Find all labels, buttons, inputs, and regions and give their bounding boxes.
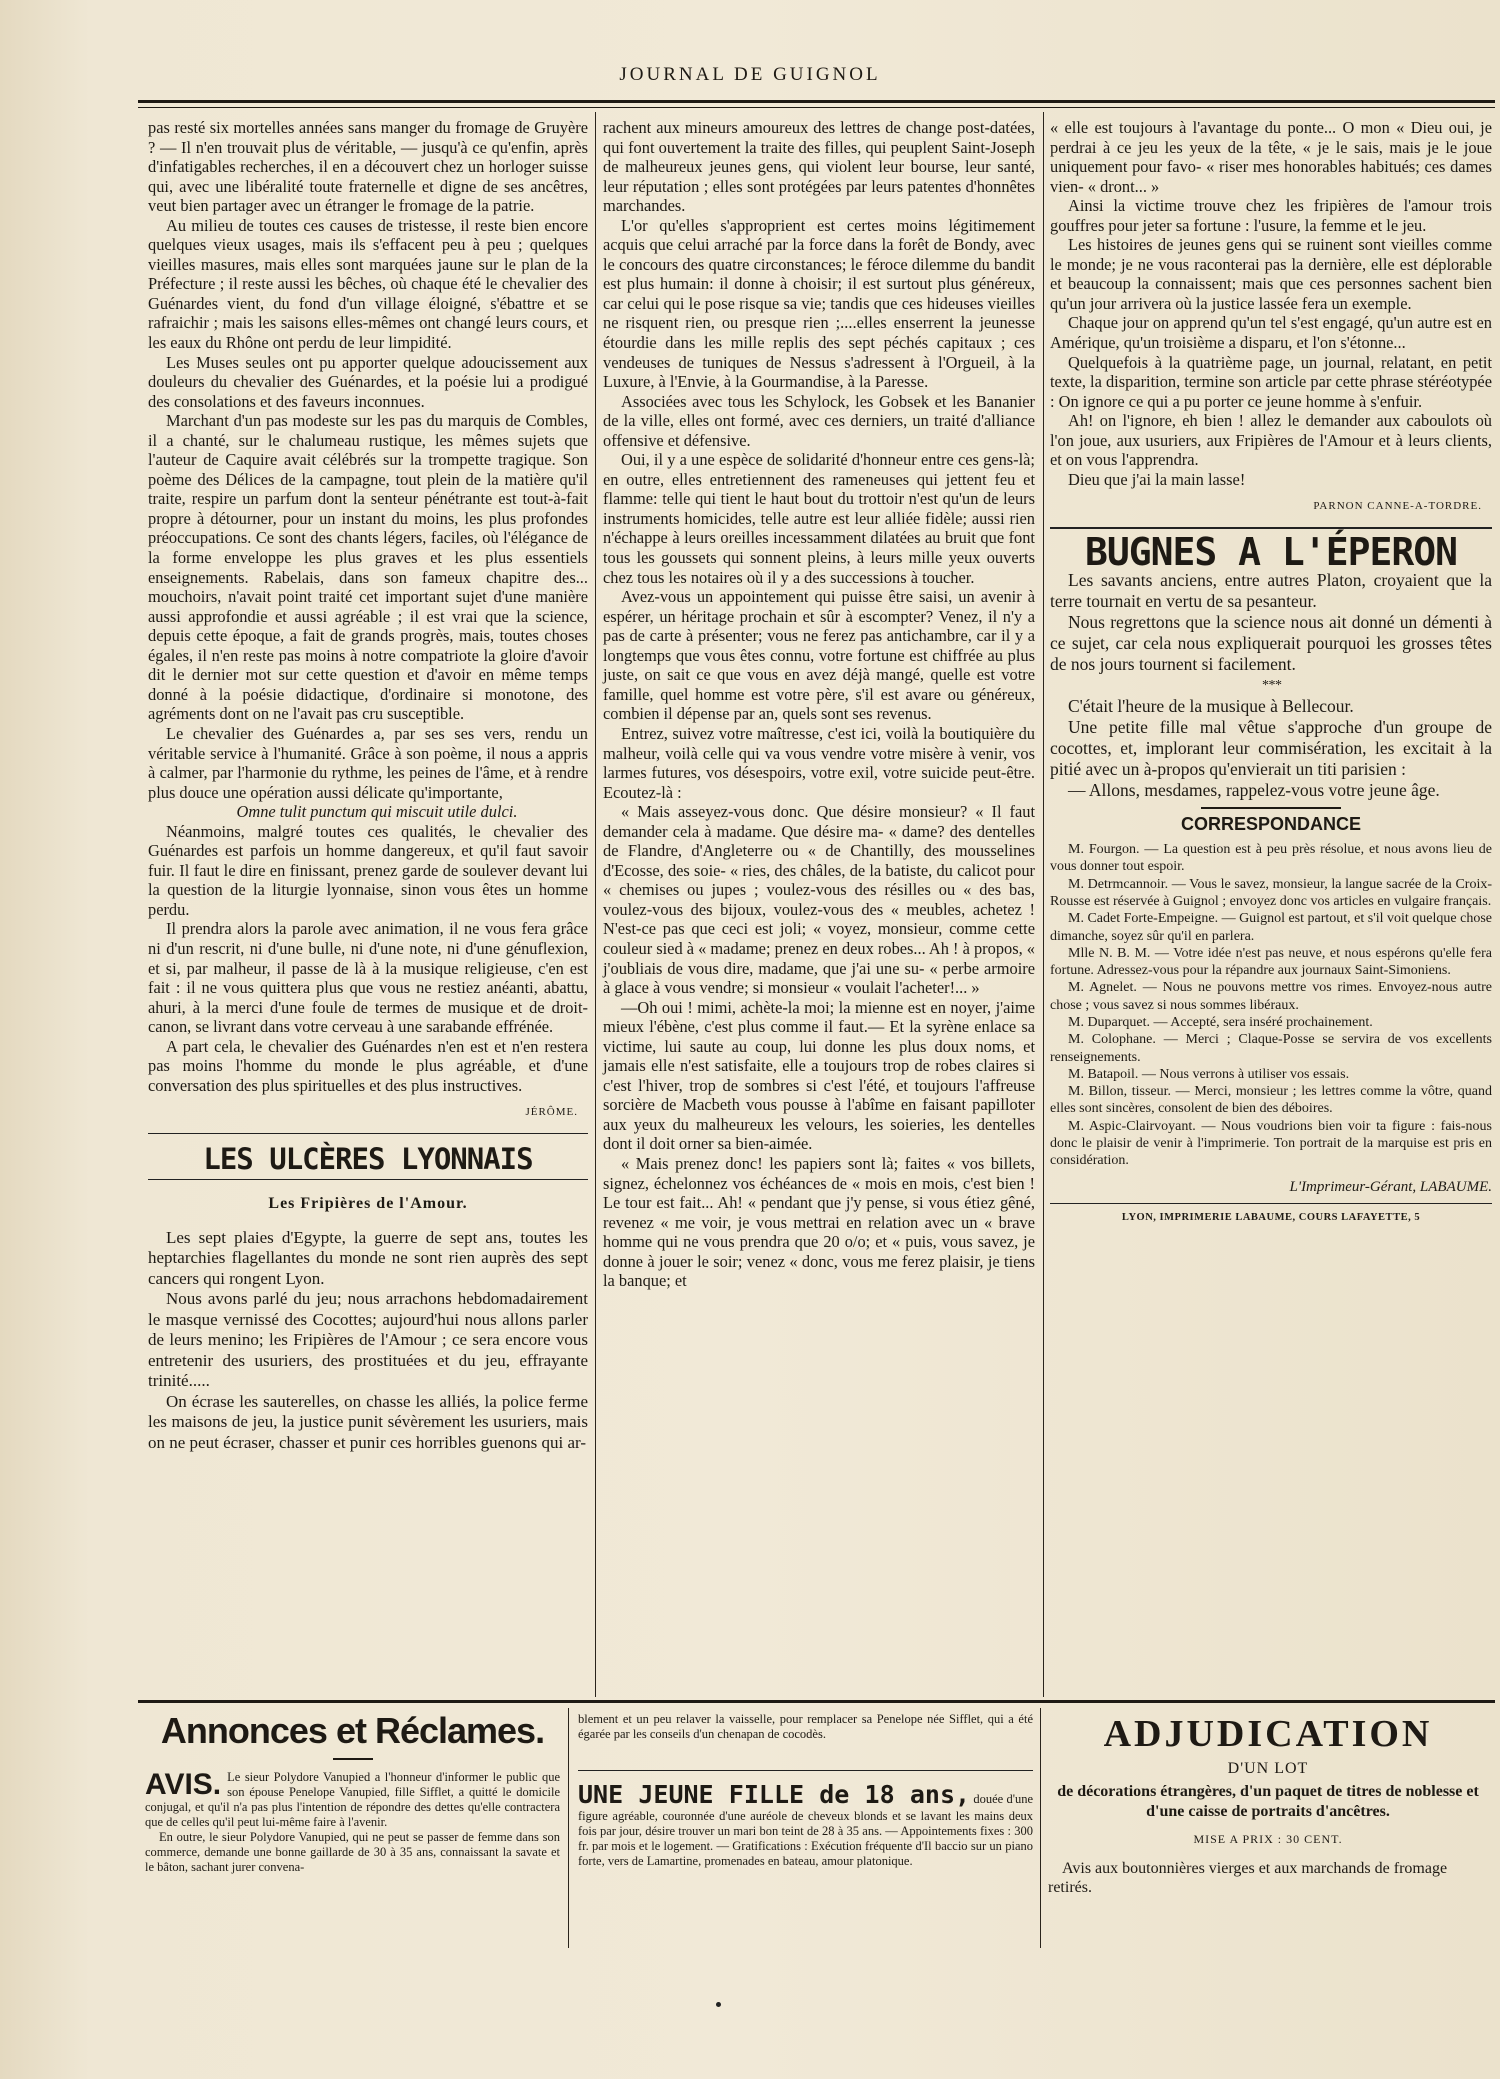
column-divider: [1040, 1708, 1041, 1948]
avis-text: Le sieur Polydore Vanupied a l'honneur d'informer le public que son épouse Penelope Vanupied, fille Sifflet, a quitté le domicile conjugal, et qu'il n'a pas plus l'intention de répondre des dettes qu'elle contractera que de celles qu'il peut lui-même faire à l'avenir.: [145, 1770, 560, 1829]
announcements-middle: [578, 1712, 1033, 1869]
paragraph: Ah! on l'ignore, eh bien ! allez le demander aux caboulots où l'on joue, aux usuriers, aux Fripières de l'Amour et à leurs clients, et on vous l'apprendra.: [1050, 411, 1492, 470]
section-subtitle: Les Fripières de l'Amour.: [268, 1195, 468, 1213]
paragraph: — Allons, mesdames, rappelez-vous votre jeune âge.: [1068, 780, 1440, 801]
column-divider: [1043, 112, 1044, 1697]
paragraph: A part cela, le chevalier des Guénardes n'en est et n'en restera pas moins l'homme du monde le plus agréable, et d'une conversation des plus spirituelles et des plus instructives.: [148, 1036, 588, 1095]
section-title: CORRESPONDANCE: [1180, 814, 1362, 835]
paragraph: Les Muses seules ont pu apporter quelque adoucissement aux douleurs du chevalier des Guénardes, et la poésie lui a prodigué des consolations et des faveurs inconnues.: [148, 352, 588, 411]
section-title: BUGNES A L'ÉPERON: [1085, 529, 1457, 574]
imprint: LYON, IMPRIMERIE LABAUME, COURS LAFAYETTE, 5: [1121, 1212, 1421, 1224]
adjudication-subtitle: D'UN LOT: [1227, 1760, 1309, 1777]
page-header: JOURNAL DE GUIGNOL: [619, 64, 881, 85]
column-2: [603, 118, 1035, 1291]
section-rule: [1050, 527, 1492, 529]
header-rule: [138, 100, 1495, 108]
section-rule: [148, 1133, 588, 1134]
paragraph: Au milieu de toutes ces causes de tristesse, il reste bien encore quelques vieux usages, mais ils s'effacent peu à peu ; quelques vieilles masures, mais elles sont marquées jaune sur le plan de la Préfecture ; il reste aussi les bêches, où chaque été le chevalier des Guénardes vient, du fond d'un village éloigné, s'ébattre et se rafraichir ; mais les saisons elles-mêmes ont changé leurs cours, et les eaux du Rhône ont perdu de leur limpidité.: [148, 215, 588, 353]
signature: PARNON CANNE-A-TORDRE.: [1313, 500, 1482, 513]
paragraph: Avez-vous un appointement qui puisse être saisi, un avenir à espérer, un héritage prochain et sûr à escompter? Venez, il n'y a pas de carte à présenter; vous ne ferez pas antichambre, car il y a longtemps que vous êtes connu, votre fortune est chiffrée au plus juste, on sait ce que vous en avez déjà mangé, quelle est votre famille, quel homme est votre père, s'il est avare ou généreux, combien il dépense par an, quels sont ses revenus.: [603, 587, 1035, 724]
paragraph: Associées avec tous les Schylock, les Gobsek et les Bananier de la ville, elles ont formé, avec ces derniers, un traité d'alliance offensive et défensive.: [603, 391, 1035, 450]
paragraph: Ainsi la victime trouve chez les fripières de l'amour trois gouffres pour jeter sa fortune : l'usure, la femme et le jeu.: [1050, 196, 1492, 235]
correspondence-item: M. Batapoil. — Nous verrons à utiliser vos essais.: [1068, 1066, 1350, 1082]
adjudication-price: MISE A PRIX : 30 CENT.: [1193, 1832, 1343, 1846]
paragraph: Quelquefois à la quatrième page, un journal, relatant, en petit texte, la disparition, termine son article par cette phrase stéréotypée : On ignore ce qui a pu porter ce jeune homme à s'enfuir.: [1050, 352, 1492, 411]
ann-rule: [138, 1700, 1495, 1703]
adjudication-text: de décorations étrangères, d'un paquet de titres de noblesse et d'une caisse de portraits d'ancêtres.: [1057, 1783, 1479, 1820]
latin-quote: Omne tulit punctum qui miscuit utile dulci.: [236, 802, 518, 822]
avis-continued: blement et un peu relaver la vaisselle, pour remplacer sa Penelope née Sifflet, qui a été égarée par les conseils d'un chenapan de cocodès.: [578, 1712, 1033, 1741]
paragraph: Dieu que j'ai la main lasse!: [1068, 469, 1246, 489]
correspondence-item: Mlle N. B. M. — Votre idée n'est pas neuve, et nous espérons qu'elle fera fortune. Adressez-vous pour la répandre aux journaux Saint-Simoniens.: [1050, 945, 1492, 979]
paragraph: Une petite fille mal vêtue s'approche d'un groupe de cocottes, et, implorant leur commisération, les excitait à la pitié avec un à-propos qu'envierait un titi parisien :: [1050, 717, 1492, 780]
correspondence-item: M. Agnelet. — Nous ne pouvons mettre vos rimes. Envoyez-nous autre chose ; vous savez si nous sommes libéraux.: [1050, 980, 1492, 1013]
paragraph: Les sept plaies d'Egypte, la guerre de sept ans, toutes les heptarchies flagellantes du monde ne sont rien auprès des sept cancers qui rongent Lyon.: [148, 1227, 588, 1288]
correspondence-item: M. Billon, tisseur. — Merci, monsieur ; les lettres comme la vôtre, quand elles sont sincères, consolent de bien des déboires.: [1050, 1084, 1492, 1117]
signature: JÉRÔME.: [525, 1106, 578, 1119]
paragraph: Les savants anciens, entre autres Platon, croyaient que la terre tournait en vertu de sa pesanteur.: [1050, 570, 1492, 612]
paragraph: Chaque jour on apprend qu'un tel s'est engagé, qu'un autre est en Amérique, qu'un troisième a disparu, et l'on s'étonne...: [1050, 313, 1492, 353]
paragraph: « elle est toujours à l'avantage du ponte... O mon « Dieu oui, je perdrai à ce jeu les yeux de la tête, « je le sais, mais je le joue uniquement pour favo- « riser mes honorables habitués; ces dames vien- « dront... »: [1050, 118, 1492, 196]
section-rule: [578, 1770, 1033, 1771]
paragraph: Néanmoins, malgré toutes ces qualités, le chevalier des Guénardes est parfois un homme dangereux, et qu'il faut savoir fuir. Il faut le dire en finissant, prenez garde de soulever devant lui la question de la liturgie lyonnaise, sinon vous êtes un homme perdu.: [148, 821, 588, 919]
page-dot: [716, 2002, 721, 2007]
avis-word: AVIS.: [145, 1768, 222, 1801]
paragraph: Nous regrettons que la science nous ait donné un démenti à ce sujet, car cela nous expliquerait pourquoi les grosses têtes de nos jours tournent si facilement.: [1050, 612, 1492, 675]
adjudication-footer: Avis aux boutonnières vierges et aux marchands de fromage retirés.: [1048, 1860, 1448, 1896]
column-1: [148, 118, 588, 1453]
paragraph: « Mais asseyez-vous donc. Que désire monsieur? « Il faut demander cela à madame. Que désire ma- « dame? des dentelles de Flandre, d'Angleterre ou « de Chantilly, des mousselines d'Ecosse, des soie- « ries, des châles, de la batiste, du calicot pour « chemises ou jupes ; voulez-vous des résilles ou « des bas, voulez-vous des bijoux, voulez-vous des « meubles, achetez ! N'est-ce pas que ceci est joli; « voyez, monsieur, comme cette couleur sied à « madame; prenez en deux robes... Ah ! à propos, « j'oubliais de vous dire, madame, que j'ai une su- « perbe armoire à glace à vous vendre; si monsieur « voulait l'acheter!... »: [603, 802, 1035, 998]
column-3: [1050, 118, 1492, 1228]
paragraph: rachent aux mineurs amoureux des lettres de change post-datées, qui font ouvertement la traite des filles, qui peuplent Saint-Joseph de malheureux jeunes gens, qui violent leur bourse, leur santé, leur réputation ; elles sont protégées par leurs patentes d'honnêtes marchandes.: [603, 118, 1035, 216]
section-rule: [148, 1179, 588, 1180]
avis-text-2: En outre, le sieur Polydore Vanupied, qui ne peut se passer de femme dans son commerce, demande une bonne gaillarde de 30 à 35 ans, connaissant la savate et le bâton, sachant jurer convena-: [145, 1830, 560, 1874]
paragraph: L'or qu'elles s'approprient est certes moins légitimement acquis que celui arraché par la force dans la forêt de Bondy, avec le concours des quatre circonstances; le féroce dilemme du bandit est plus humain: il donne à choisir; il est surtout plus généreux, car celui qui le pose risque sa vie; tandis que ces hideuses vieilles ne risquent rien, ou presque rien ;....elles enserrent la jeunesse étourdie dans les mille replis des sept péchés capitaux ; ces vendeuses de tuniques de Nessus s'adressent à l'Orgueil, à la Luxure, à l'Envie, à la Gourmandise, à la Paresse.: [603, 215, 1035, 392]
ornament-rule: [333, 1758, 373, 1760]
stars-ornament: * * *: [1262, 678, 1280, 694]
paragraph: Entrez, suivez votre maîtresse, c'est ici, voilà la boutiquière du malheur, voilà celle qui va vous vendre votre misère à venir, vos larmes futures, vos désespoirs, votre exil, votre suicide peut-être. Ecoutez-là :: [603, 723, 1035, 802]
gerant-line: L'Imprimeur-Gérant, LABAUME.: [1289, 1178, 1492, 1195]
paragraph: Marchant d'un pas modeste sur les pas du marquis de Combles, il a chanté, sur le chalumeau rustique, les mêmes sujets que l'auteur de Caquire avait célébrés sur la trompette tragique. Son poème des Délices de la campagne, tout plein de la matière qu'il traite, respire un parfum dont la senteur pénétrante est tout-à-fait propre à détourner, pour un instant du moins, les plus profondes préoccupations. Ce sont des chants légers, faciles, où l'élégance de la forme enveloppe les plus graves et les plus essentiels enseignements. Rabelais, dans son fameux chapitre des... mouchoirs, n'avait point traité cet important sujet d'une manière aussi approfondie et aussi agréable ; il est vrai que la science, depuis cette époque, a fait de grands progrès, mais, toutes choses égales, il n'en reste pas moins à notre compatriote la gloire d'avoir dit le dernier mot sur cette question et d'avoir en même temps donné à la poésie didactique, d'ordinaire si monotone, des agréments dont on ne l'avait pas cru susceptible.: [148, 411, 588, 724]
announcements-title: Annonces et Réclames.: [160, 1710, 545, 1751]
correspondence-item: M. Fourgon. — La question est à peu près résolue, et nous avons lieu de vous donner tout espoir.: [1050, 842, 1492, 875]
ornament-rule: [1201, 807, 1341, 809]
correspondence-item: M. Cadet Forte-Empeigne. — Guignol est partout, et s'il voit quelque chose dimanche, soyez sûr qu'il en parlera.: [1050, 911, 1492, 944]
announcements-left: [145, 1710, 560, 1875]
jeune-fille-title: UNE JEUNE FILLE de 18 ans,: [578, 1780, 971, 1809]
announcements-right: [1048, 1712, 1488, 1897]
paragraph: C'était l'heure de la musique à Bellecour.: [1068, 696, 1354, 717]
correspondence-item: M. Aspic-Clairvoyant. — Nous voudrions bien voir ta figure : fais-nous donc le plaisir de venir à l'imprimerie. Ton portrait de la marquise est pris en considération.: [1050, 1118, 1492, 1169]
adjudication-title: ADJUDICATION: [1103, 1713, 1433, 1755]
paragraph: Les histoires de jeunes gens qui se ruinent sont vieilles comme le monde; je ne vous raconterai pas la dernière, elle est déplorable et beaucoup la connaissent; mais que ces personnes sachent bien qu'un jour arrivera où la justice lassée fera un exemple.: [1050, 235, 1492, 313]
paragraph: Il prendra alors la parole avec animation, il ne vous fera grâce ni d'un rescrit, ni d'une bulle, ni d'une note, ni d'une génuflexion, et si, par malheur, il passe de là à la musique religieuse, c'en est fait : il ne vous quittera plus que vous ne restiez anéanti, abattu, ahuri, à la merci d'une foule de termes de musique et de droit-canon, se livrant dans votre cerveau à une sarabande effrénée.: [148, 919, 588, 1037]
paragraph: Oui, il y a une espèce de solidarité d'honneur entre ces gens-là; en outre, elles entretiennent des rameneuses qui jettent feu et flamme: telle qui tient le haut bout du trottoir n'est qu'un de leurs instruments homicides, telle autre est leur alliée fidèle; aussi rien n'échappe à leurs oreilles incessamment dilatées au bruit que font tous les goussets qui sonnent pleins, à leurs mille yeux ouverts chez tous les notaires où il y a des successions à toucher.: [603, 450, 1035, 587]
jeune-fille-text: douée d'une figure agréable, couronnée d'une auréole de cheveux blonds et se lavant les mains deux fois par jour, désire trouver un mari bon teint de 28 à 35 ans. — Appointements fixes : 300 fr. par mois et le logement. — Gratifications : Exécution fréquente d'Il baccio sur un piano forte, vers de Lamartine, promenades en bateau, amour platonique.: [578, 1792, 1034, 1868]
paragraph: Nous avons parlé du jeu; nous arrachons hebdomadairement le masque vernissé des Cocottes; aujourd'hui nous allons parler de leurs menino; les Fripières de l'Amour ; ce sera encore vous entretenir des usuriers, des prostituées et du jeu, effrayante trinité.....: [148, 1289, 588, 1391]
paragraph: —Oh oui ! mimi, achète-la moi; la mienne est en noyer, j'aime mieux l'ébène, c'est plus comme il faut.— Et la syrène enlace sa victime, lui saute au coup, lui donne les plus doux noms, et jamais elle n'est satisfaite, elle a toujours trop de robes claires si c'est l'hiver, trop de sombres si c'est l'été, et toujours l'affreuse sorcière de Macbeth vous pousse à l'abîme en faisant papilloter aux yeux du malheureux les velours, les soieries, les dentelles dont il doit orner sa bien-aimée.: [603, 997, 1035, 1154]
paragraph: pas resté six mortelles années sans manger du fromage de Gruyère ? — Il n'en trouvait plus de véritable, — jusqu'à ce qu'enfin, après d'infatigables recherches, il en a découvert chez un horloger suisse qui, avec une libéralité toute fraternelle et digne de ses ancêtres, veut bien partager avec un étranger le fromage de la patrie.: [148, 118, 588, 216]
correspondence-item: M. Colophane. — Merci ; Claque-Posse se servira de vos excellents renseignements.: [1050, 1032, 1492, 1065]
column-divider: [568, 1708, 569, 1948]
section-title: LES ULCÈRES LYONNAIS: [203, 1141, 533, 1176]
correspondence-item: M. Detrmcannoir. — Vous le savez, monsieur, la langue sacrée de la Croix-Rousse est réservée à Guignol ; envoyez donc vos articles en vulgaire français.: [1050, 876, 1492, 909]
paragraph: Le chevalier des Guénardes a, par ses ses vers, rendu un véritable service à l'humanité. Grâce à son poème, il nous a appris à calmer, par l'harmonie du rythme, les peines de l'âme, et à rendre plus douce une opération aussi délicate qu'importante,: [148, 723, 588, 802]
column-divider: [595, 112, 596, 1697]
paragraph: On écrase les sauterelles, on chasse les alliés, la police ferme les maisons de jeu, la justice punit sévèrement les usuriers, mais on ne peut écraser, chasser et punir ces horribles guenons qui ar-: [148, 1391, 588, 1452]
section-rule: [1050, 1203, 1492, 1204]
correspondence-item: M. Duparquet. — Accepté, sera inséré prochainement.: [1068, 1015, 1373, 1030]
paragraph: « Mais prenez donc! les papiers sont là; faites « vos billets, signez, échelonnez vos échéances de « mois en mois, c'est bien ! Le tour est fait... Ah! « pendant que j'y pense, si vous étiez gêné, revenez « me voir, je vous mettrai en relation avec un « brave homme qui ne vous prendra que 20 o/o; et « puis, vous savez, je donne à jouer le soir; venez « donc, vous me ferez plaisir, je tiens la banque; et: [603, 1153, 1035, 1291]
